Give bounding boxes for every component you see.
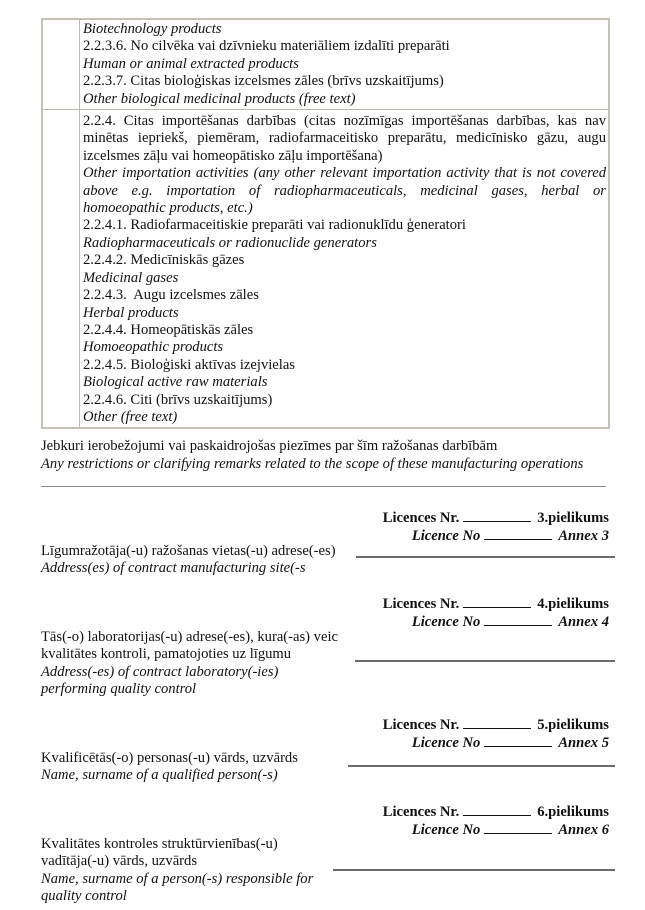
licence-number-field[interactable]	[484, 613, 552, 626]
item-lv: 2.2.4.6. Citi (brīvs uzskaitījums)	[83, 391, 273, 408]
licence-number-field[interactable]	[463, 595, 531, 608]
item-lv: 2.2.4.5. Bioloģiski aktīvas izejvielas	[83, 356, 295, 373]
remarks-label-en: Any restrictions or clarifying remarks related to the scope of these manufacturing operations	[41, 455, 584, 472]
contract-site-address-field[interactable]	[356, 556, 615, 558]
qc-head-name-field[interactable]	[333, 869, 615, 871]
item-lv: 2.2.3.6. No cilvēka vai dzīvnieku materiāliem izdalīti preparāti	[83, 38, 450, 55]
item-en: Homoeopathic products	[83, 339, 224, 356]
item-en: Biotechnology products	[83, 21, 222, 37]
item-lv: 2.2.4.3. Augu izcelsmes zāles	[83, 287, 259, 304]
item-lv: 2.2.4.4. Homeopātiskās zāles	[83, 321, 254, 338]
item-en: Human or animal extracted products	[83, 55, 299, 72]
item-en: Biological active raw materials	[83, 374, 268, 391]
item-en: Medicinal gases	[83, 269, 179, 286]
licence-number-en: Licence No Annex 3	[411, 528, 609, 545]
licence-number-en: Licence No Annex 4	[411, 614, 609, 631]
row-content	[80, 110, 610, 429]
annex-5-header	[383, 716, 609, 753]
activity-table	[41, 18, 610, 429]
item-lv: 2.2.3.7. Citas bioloģiskas izcelsmes zāles (brīvs uzskaitījums)	[83, 73, 444, 90]
table-row	[42, 110, 609, 429]
section-heading-lv: 2.2.4. Citas importēšanas darbības (citas nozīmīgas importēšanas darbības, kas nav minētas iepriekš, piemēram, radiofarmaceitisko preparātu, medicīnisko gāzu, augu izcelsmes zāļu vai homeopātisko zāļu importēšana)	[83, 113, 606, 164]
row-checkbox-cell[interactable]	[42, 110, 80, 429]
qc-head-name-label: Kvalitātes kontroles struktūrvienības(-u) vadītāja(-u) vārds, uzvārds Name, surname of a person(-s) responsible for quality control	[41, 836, 314, 905]
item-en: Other (free text)	[83, 408, 178, 425]
item-en: Radiopharmaceuticals or radionuclide generators	[83, 234, 377, 251]
licence-number-field[interactable]	[463, 716, 531, 729]
annex-3-header	[383, 509, 609, 546]
remarks-label-lv: Jebkuri ierobežojumi vai paskaidrojošas piezīmes par šīm ražošanas darbībām	[41, 438, 498, 454]
licence-number-field[interactable]	[484, 821, 552, 834]
licence-number-en: Licence No Annex 6	[411, 822, 609, 839]
licence-number-lv: Licences Nr. 5.pielikums	[382, 717, 609, 733]
table-row	[42, 19, 609, 110]
row-content	[80, 19, 610, 110]
section-heading-en: Other importation activities (any other relevant importation activity that is not covered above e.g. importation of radiopharmaceuticals, medicinal gases, herbal or homoeopathic products, etc.)	[83, 165, 606, 217]
licence-number-field[interactable]	[463, 803, 531, 816]
licence-number-field[interactable]	[463, 509, 531, 522]
licence-number-lv: Licences Nr. 4.pielikums	[382, 596, 609, 612]
qualified-person-label: Kvalificētās(-o) personas(-u) vārds, uzvārds Name, surname of a qualified person(-s)	[41, 750, 298, 784]
contract-site-address-label: Līgumražotāja(-u) ražošanas vietas(-u) adrese(-es) Address(es) of contract manufacturing site(-s	[41, 543, 336, 577]
annex-4-header	[383, 595, 609, 632]
item-en: Herbal products	[83, 304, 179, 321]
remarks-label	[41, 438, 621, 474]
licence-number-lv: Licences Nr. 3.pielikums	[382, 510, 609, 526]
row-checkbox-cell[interactable]	[42, 19, 80, 110]
item-lv: 2.2.4.2. Medicīniskās gāzes	[83, 252, 245, 269]
contract-lab-address-label: Tās(-o) laboratorijas(-u) adrese(-es), kura(-as) veic kvalitātes kontroli, pamatojoties uz līgumu Address(-es) of contract laboratory(-ies) performing quality control	[41, 629, 338, 698]
item-en: Other biological medicinal products (free text)	[83, 90, 356, 107]
qualified-person-field[interactable]	[348, 765, 615, 767]
licence-number-field[interactable]	[484, 734, 552, 747]
item-lv: 2.2.4.1. Radiofarmaceitiskie preparāti vai radionuklīdu ģeneratori	[83, 217, 466, 234]
remarks-input-line[interactable]	[41, 486, 606, 487]
licence-number-field[interactable]	[484, 527, 552, 540]
annex-6-header	[383, 803, 609, 840]
contract-lab-address-field[interactable]	[355, 660, 615, 662]
licence-number-en: Licence No Annex 5	[411, 735, 609, 752]
licence-number-lv: Licences Nr. 6.pielikums	[382, 804, 609, 820]
